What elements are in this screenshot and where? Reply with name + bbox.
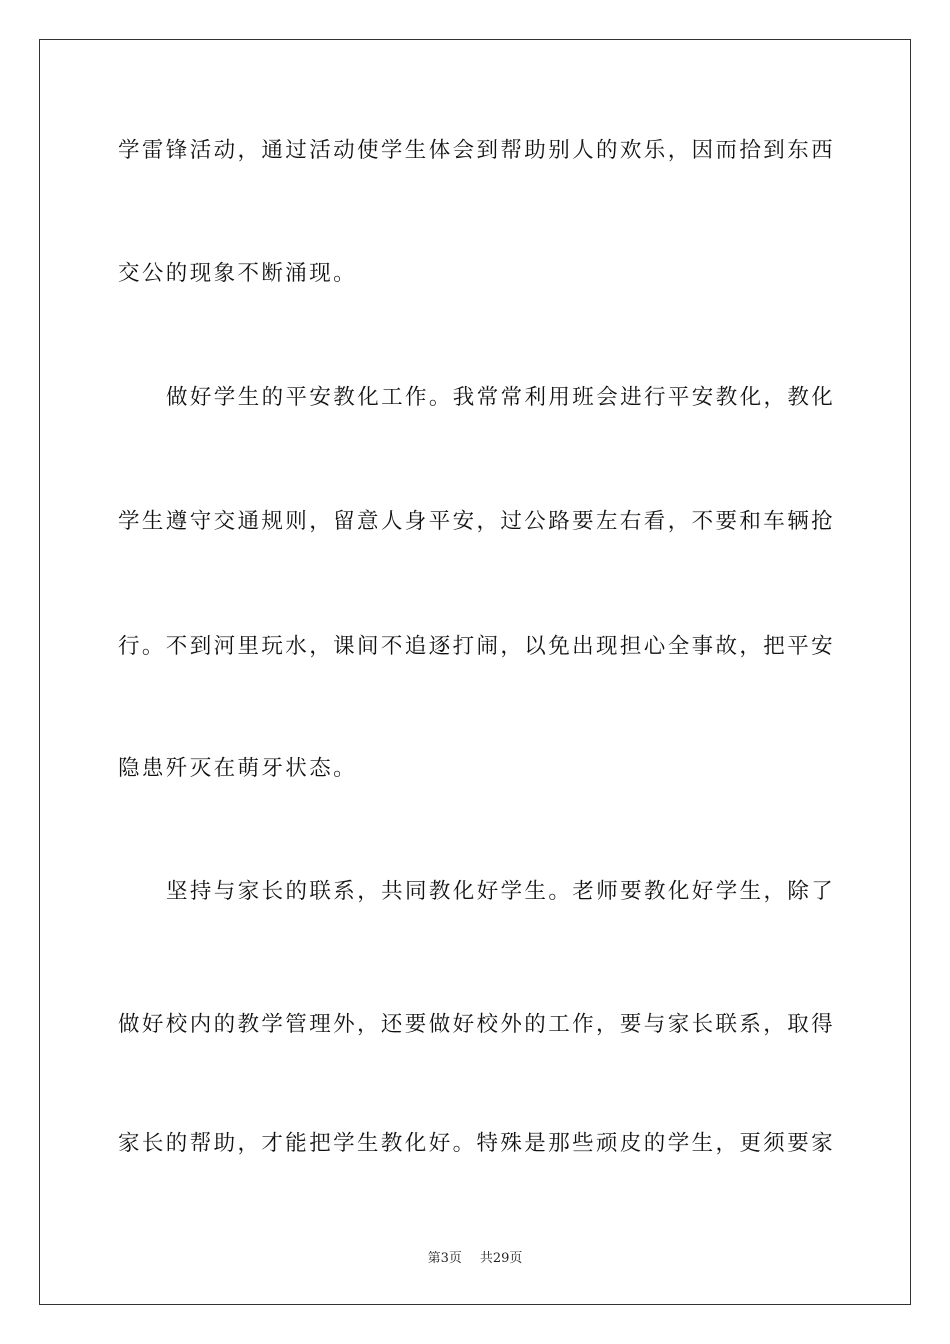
page-footer (0, 1247, 950, 1266)
text-line-3: 做好学生的平安教化工作。我常常利用班会进行平安教化，教化 (166, 385, 836, 410)
text-line-9: 家长的帮助，才能把学生教化好。特殊是那些顽皮的学生，更须要家 (118, 1131, 836, 1156)
page-number: 第3页 (427, 1251, 462, 1266)
text-line-7: 坚持与家长的联系，共同教化好学生。老师要教化好学生，除了 (166, 879, 836, 904)
text-line-6: 隐患歼灭在萌牙状态。 (118, 756, 358, 781)
text-line-8: 做好校内的教学管理外，还要做好校外的工作，要与家长联系，取得 (118, 1012, 836, 1037)
text-line-1: 学雷锋活动，通过活动使学生体会到帮助别人的欢乐，因而拾到东西 (118, 138, 836, 163)
text-line-4: 学生遵守交通规则，留意人身平安，过公路要左右看，不要和车辆抢 (118, 509, 836, 534)
text-line-2: 交公的现象不断涌现。 (118, 261, 358, 286)
text-line-5: 行。不到河里玩水，课间不追逐打闹，以免出现担心全事故，把平安 (118, 634, 836, 659)
page-border (39, 39, 911, 1305)
page-total: 共29页 (479, 1251, 523, 1266)
